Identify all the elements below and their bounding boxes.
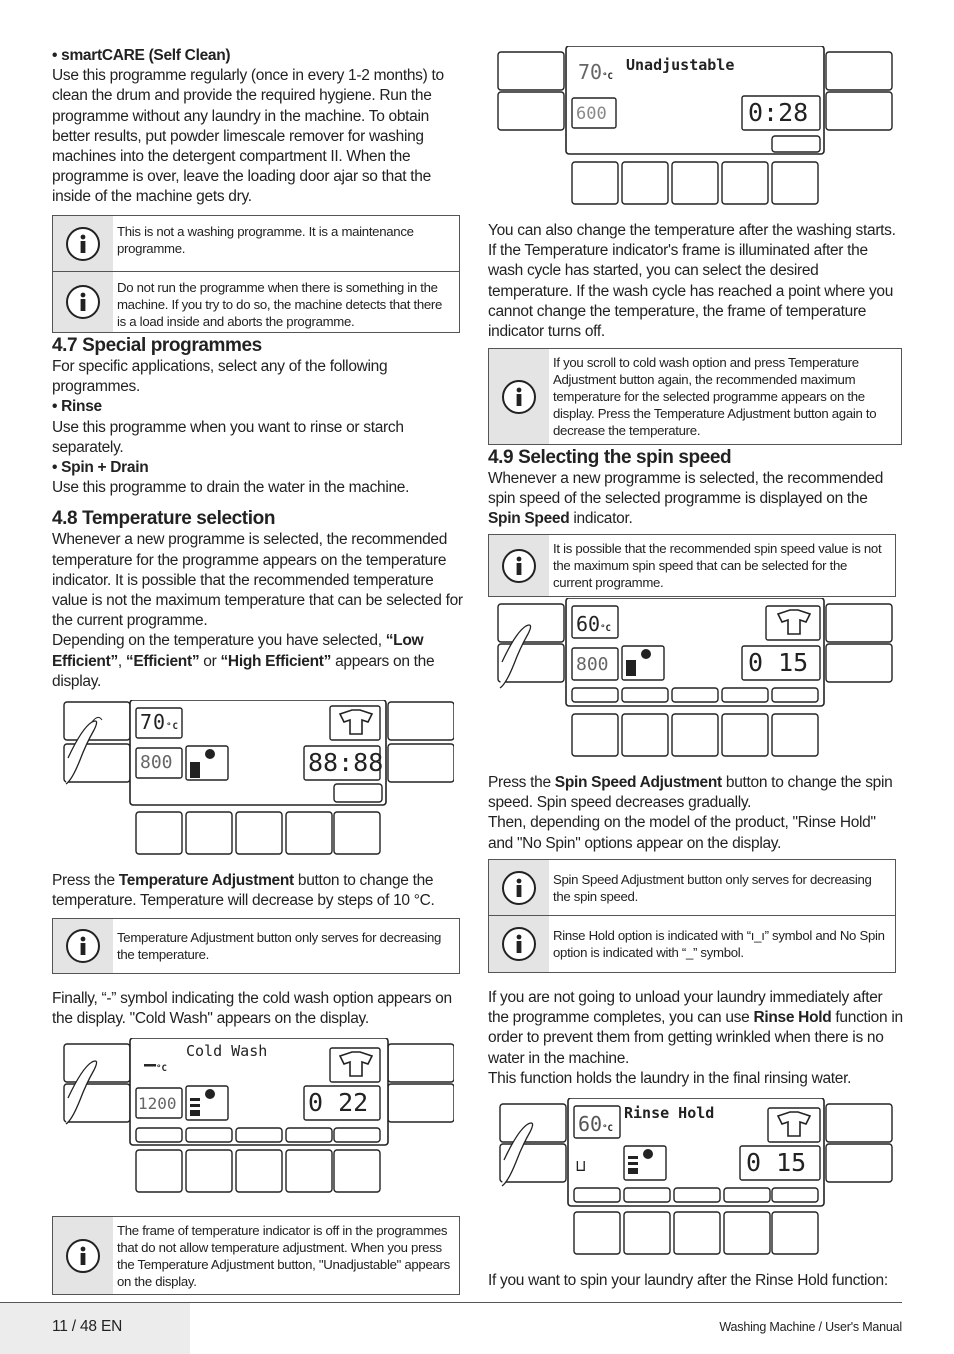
time-readout: 0:28 xyxy=(748,98,809,127)
display-label: Unadjustable xyxy=(626,56,735,74)
temperature-readout: 70°C xyxy=(140,710,179,734)
info-icon xyxy=(53,272,113,332)
spin-drain-title: • Spin + Drain xyxy=(52,459,149,477)
smartcare-body: Use this programme regularly (once in every 1-2 months) to clean the drum and provide the required hygiene. Run the programme without any laundry in the machine. To obtain better results, put powder limescale remover for washing machines into the detergent compartment II. When the programme is over, leave the loading door ajar so that the inside of the machine gets dry. xyxy=(52,67,444,206)
rinse-title: • Rinse xyxy=(52,398,102,416)
control-panel-diagram-3 xyxy=(496,46,894,208)
info-icon xyxy=(489,860,549,915)
info-note-spin-options xyxy=(488,859,896,973)
note-text: Temperature Adjustment button only serves for decreasing the temperature. xyxy=(117,930,442,962)
heading-spin-speed: 4.9 Selecting the spin speed xyxy=(488,447,732,468)
control-panel-diagram-5 xyxy=(498,1098,894,1258)
spin-readout: 800 xyxy=(576,654,609,675)
last-paragraph: If you want to spin your laundry after the Rinse Hold function: xyxy=(488,1272,888,1289)
display-label: Rinse Hold xyxy=(624,1104,715,1122)
temperature-readout: 60°C xyxy=(576,612,611,636)
spin-paragraph-1: Whenever a new programme is selected, the recommended spin speed of the selected programme is displayed on the Spin Speed indicator. xyxy=(488,470,884,528)
spin-readout: 800 xyxy=(140,752,173,773)
spin-readout: 600 xyxy=(576,104,607,124)
section-spin-speed xyxy=(488,446,902,530)
time-readout: 0 15 xyxy=(748,648,809,677)
info-note-maintenance xyxy=(52,215,460,333)
info-icon xyxy=(489,349,549,444)
note-text: The frame of temperature indicator is off in the programmes that do not allow temperature adjustment. When you press the Temperature Adjustment button, "Unadjustable" appears on the display. xyxy=(117,1223,450,1289)
control-panel-diagram-1 xyxy=(62,700,454,858)
info-icon xyxy=(489,535,549,596)
rinse-body: Use this programme when you want to rinse or starch separately. xyxy=(52,418,404,456)
note-text: This is not a washing programme. It is a maintenance programme. xyxy=(117,224,414,256)
spin-readout: ⊔ xyxy=(576,1156,586,1175)
note-text: Do not run the programme when there is something in the machine. If you try to do so, the machine detects that there is a load inside and aborts the programme. xyxy=(117,280,443,329)
note-text: Spin Speed Adjustment button only serves for decreasing the spin speed. xyxy=(553,872,872,904)
section-special xyxy=(52,334,464,692)
control-panel-diagram-2 xyxy=(62,1038,454,1196)
time-readout: 0 22 xyxy=(308,1088,369,1117)
note-text: Rinse Hold option is indicated with “ı_ı” symbol and No Spin option is indicated with “_” symbol. xyxy=(553,928,885,960)
press-temp-paragraph: Press the Temperature Adjustment button to change the temperature. Temperature will decrease by steps of 10 °C. xyxy=(52,872,435,910)
left-column xyxy=(52,46,460,208)
rinse-hold-paragraph: If you are not going to unload your laundry immediately after the programme completes, you can use Rinse Hold function in order to prevent them from getting wrinkled when there is no water in the machine. This function holds the laundry in the final rinsing water. xyxy=(488,989,903,1087)
heading-special-programmes: 4.7 Special programmes xyxy=(52,335,262,356)
info-icon xyxy=(53,919,113,973)
info-icon xyxy=(489,916,549,972)
info-note-unadjustable xyxy=(52,1216,460,1295)
temperature-readout: 70°C xyxy=(578,60,613,84)
final-paragraph: Finally, “-” symbol indicating the cold wash option appears on the display. "Cold Wash" appears on the display. xyxy=(52,990,452,1028)
heading-temperature-selection: 4.8 Temperature selection xyxy=(52,508,276,530)
temperature-readout: 60°C xyxy=(578,1112,613,1136)
page-number: 11 / 48 EN xyxy=(52,1318,123,1335)
info-note-spin-max xyxy=(488,534,896,597)
note-text: If you scroll to cold wash option and press Temperature Adjustment button again, the recommended maximum temperature for the selected programme appears on the display. Press the Temperature Adjustment button again to decrease the temperature. xyxy=(553,355,877,438)
special-intro: For specific applications, select any of the following programmes. xyxy=(52,358,388,396)
temp-paragraph-1: Whenever a new programme is selected, the recommended temperature for the programme appears on the temperature indicator. It is possible that the recommended temperature value is not the maximum temperature that can be selected for the current programme. xyxy=(52,531,463,630)
manual-title: Washing Machine / User's Manual xyxy=(719,1320,902,1334)
smartcare-title: • smartCARE (Self Clean) xyxy=(52,47,231,64)
temp-paragraph-2: Depending on the temperature you have selected, “Low Efficient”, “Efficient” or “High Efficient” appears on the display. xyxy=(52,632,435,690)
also-paragraph: You can also change the temperature after the washing starts. If the Temperature indicator's frame is illuminated after the wash cycle has started, you can select the desired temperature. If the wash cycle has reached a point where you cannot change the temperature, the frame of temperature indicator turns off. xyxy=(488,222,896,341)
time-readout: 88:88 xyxy=(308,748,384,777)
temperature-readout: —°C xyxy=(144,1052,167,1076)
spin-readout: 1200 xyxy=(138,1094,177,1113)
info-icon xyxy=(53,1217,113,1294)
time-readout: 0 15 xyxy=(746,1148,807,1177)
note-text: It is possible that the recommended spin speed value is not the maximum spin speed that can be selected for the current programme. xyxy=(553,541,882,590)
display-label: Cold Wash xyxy=(186,1042,268,1060)
info-note-cold-wash xyxy=(488,348,902,445)
info-note-temp-button xyxy=(52,918,460,974)
control-panel-diagram-4 xyxy=(496,598,894,760)
spin-drain-body: Use this programme to drain the water in the machine. xyxy=(52,479,410,497)
press-spin-paragraph: Press the Spin Speed Adjustment button to change the spin speed. Spin speed decreases gradually. Then, depending on the model of the product, "Rinse Hold" and "No Spin" options appear on the display. xyxy=(488,774,893,852)
info-icon xyxy=(53,216,113,271)
